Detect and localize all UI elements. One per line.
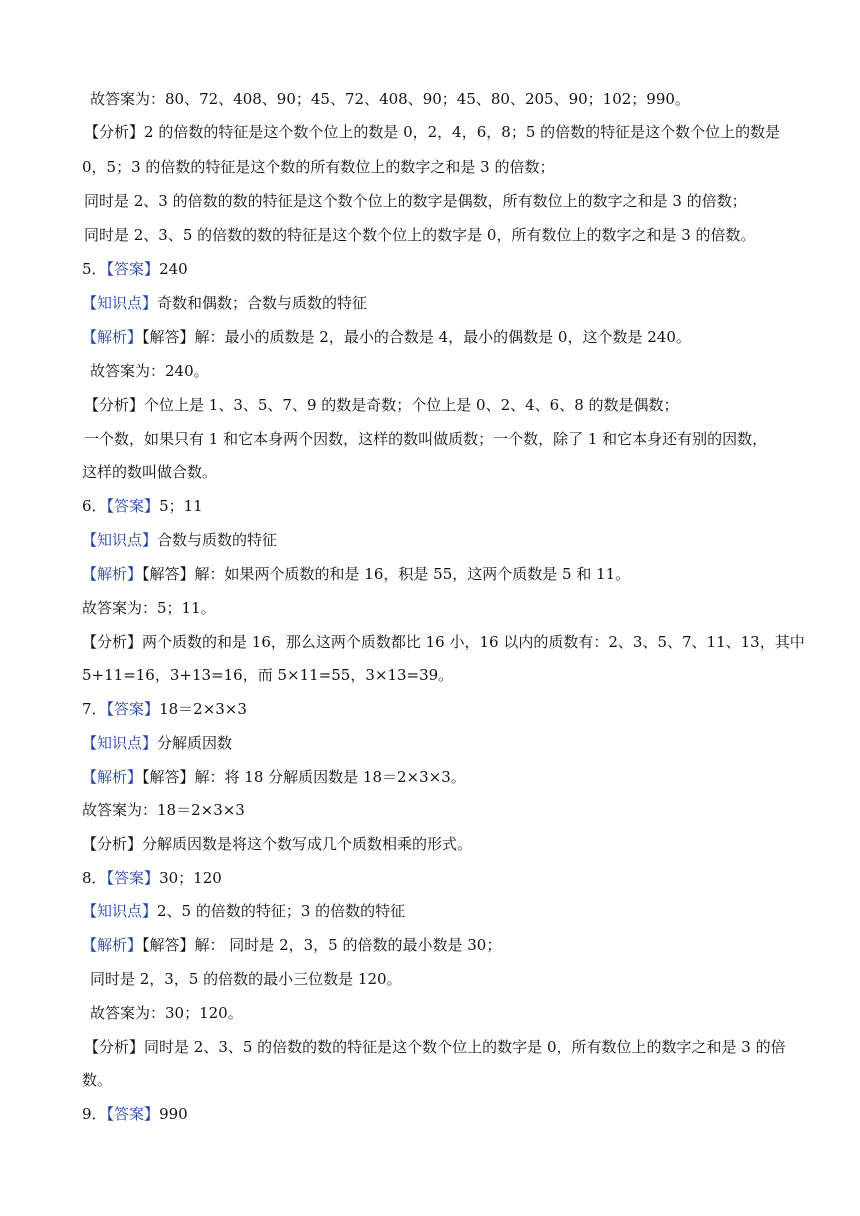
q9-answer: 9．【答案】990 bbox=[82, 1105, 188, 1123]
answer-tag: 【答案】 bbox=[106, 497, 160, 515]
q7-analysis: 【分析】分解质因数是将这个数写成几个质数相乘的形式。 bbox=[82, 835, 473, 853]
explanation-tag: 【解析】 bbox=[82, 768, 143, 786]
q8-answer: 8．【答案】30；120 bbox=[82, 869, 222, 887]
q8-analysis: 数。 bbox=[82, 1071, 113, 1089]
q6-answer: 6．【答案】5；11 bbox=[82, 497, 203, 515]
analysis-line: 0，5；3 的倍数的特征是这个数的所有数位上的数字之和是 3 的倍数； bbox=[82, 158, 555, 176]
explanation-tag: 【解析】 bbox=[82, 565, 143, 583]
q7-final-answer: 故答案为：18＝2×3×3 bbox=[82, 801, 245, 819]
q6-analysis: 5+11=16，3+13=16，而 5×11=55，3×13=39。 bbox=[82, 666, 454, 684]
q5-explanation: 【解析】【解答】解：最小的质数是 2，最小的合数是 4，最小的偶数是 0，这个数是 240。 bbox=[82, 328, 691, 346]
q5-final-answer: 故答案为：240。 bbox=[90, 362, 209, 380]
answer-tag: 【答案】 bbox=[106, 1105, 160, 1123]
answer-tag: 【答案】 bbox=[106, 260, 160, 278]
analysis-tag: 【分析】 bbox=[82, 835, 143, 853]
q8-knowledge-point: 【知识点】2、5 的倍数的特征；3 的倍数的特征 bbox=[82, 902, 406, 920]
q5-analysis: 这样的数叫做合数。 bbox=[82, 463, 218, 481]
q7-explanation: 【解析】【解答】解：将 18 分解质因数是 18＝2×3×3。 bbox=[82, 768, 466, 786]
analysis-line: 【分析】2 的倍数的特征是这个数个位上的数是 0，2，4，6，8；5 的倍数的特征是这个数个位上的数是 bbox=[84, 123, 781, 141]
analysis-tag: 【分析】 bbox=[84, 123, 145, 141]
analysis-line: 同时是 2、3 的倍数的数的特征是这个数个位上的数字是偶数，所有数位上的数字之和是 3 的倍数； bbox=[84, 192, 747, 210]
answer-line: 故答案为：80、72、408、90；45、72、408、90；45、80、205、90；102；990。 bbox=[90, 90, 690, 108]
q6-analysis: 【分析】两个质数的和是 16，那么这两个质数都比 16 小，16 以内的质数有：2、3、5、7、11、13，其中 bbox=[82, 633, 805, 651]
explanation-tag: 【解析】 bbox=[82, 328, 143, 346]
q5-analysis: 一个数，如果只有 1 和它本身两个因数，这样的数叫做质数；一个数，除了 1 和它本身还有别的因数， bbox=[84, 430, 768, 448]
q8-final-answer: 故答案为：30；120。 bbox=[90, 1004, 243, 1022]
answer-tag: 【答案】 bbox=[106, 869, 160, 887]
knowledge-tag: 【知识点】 bbox=[82, 531, 158, 549]
q6-final-answer: 故答案为：5；11。 bbox=[82, 599, 216, 617]
q7-knowledge-point: 【知识点】分解质因数 bbox=[82, 734, 233, 752]
q5-analysis: 【分析】个位上是 1、3、5、7、9 的数是奇数；个位上是 0、2、4、6、8 的数是偶数； bbox=[84, 396, 679, 414]
q8-explanation: 同时是 2，3，5 的倍数的最小三位数是 120。 bbox=[90, 970, 402, 988]
knowledge-tag: 【知识点】 bbox=[82, 294, 158, 312]
q8-analysis: 【分析】同时是 2、3、5 的倍数的数的特征是这个数个位上的数字是 0，所有数位上的数字之和是 3 的倍 bbox=[84, 1038, 786, 1056]
q5-answer: 5．【答案】240 bbox=[82, 260, 188, 278]
q8-explanation: 【解析】【解答】解： 同时是 2，3，5 的倍数的最小数是 30； bbox=[82, 936, 502, 954]
q7-answer: 7．【答案】18＝2×3×3 bbox=[82, 700, 247, 718]
knowledge-tag: 【知识点】 bbox=[82, 734, 158, 752]
analysis-tag: 【分析】 bbox=[82, 633, 143, 651]
knowledge-tag: 【知识点】 bbox=[82, 902, 158, 920]
q6-knowledge-point: 【知识点】合数与质数的特征 bbox=[82, 531, 278, 549]
explanation-tag: 【解析】 bbox=[82, 936, 143, 954]
q6-explanation: 【解析】【解答】解：如果两个质数的和是 16，积是 55，这两个质数是 5 和 11。 bbox=[82, 565, 631, 583]
q5-knowledge-point: 【知识点】奇数和偶数；合数与质数的特征 bbox=[82, 294, 368, 312]
analysis-tag: 【分析】 bbox=[84, 396, 145, 414]
answer-tag: 【答案】 bbox=[106, 700, 160, 718]
analysis-line: 同时是 2、3、5 的倍数的数的特征是这个数个位上的数字是 0，所有数位上的数字之和是 3 的倍数。 bbox=[84, 226, 756, 244]
analysis-tag: 【分析】 bbox=[84, 1038, 145, 1056]
